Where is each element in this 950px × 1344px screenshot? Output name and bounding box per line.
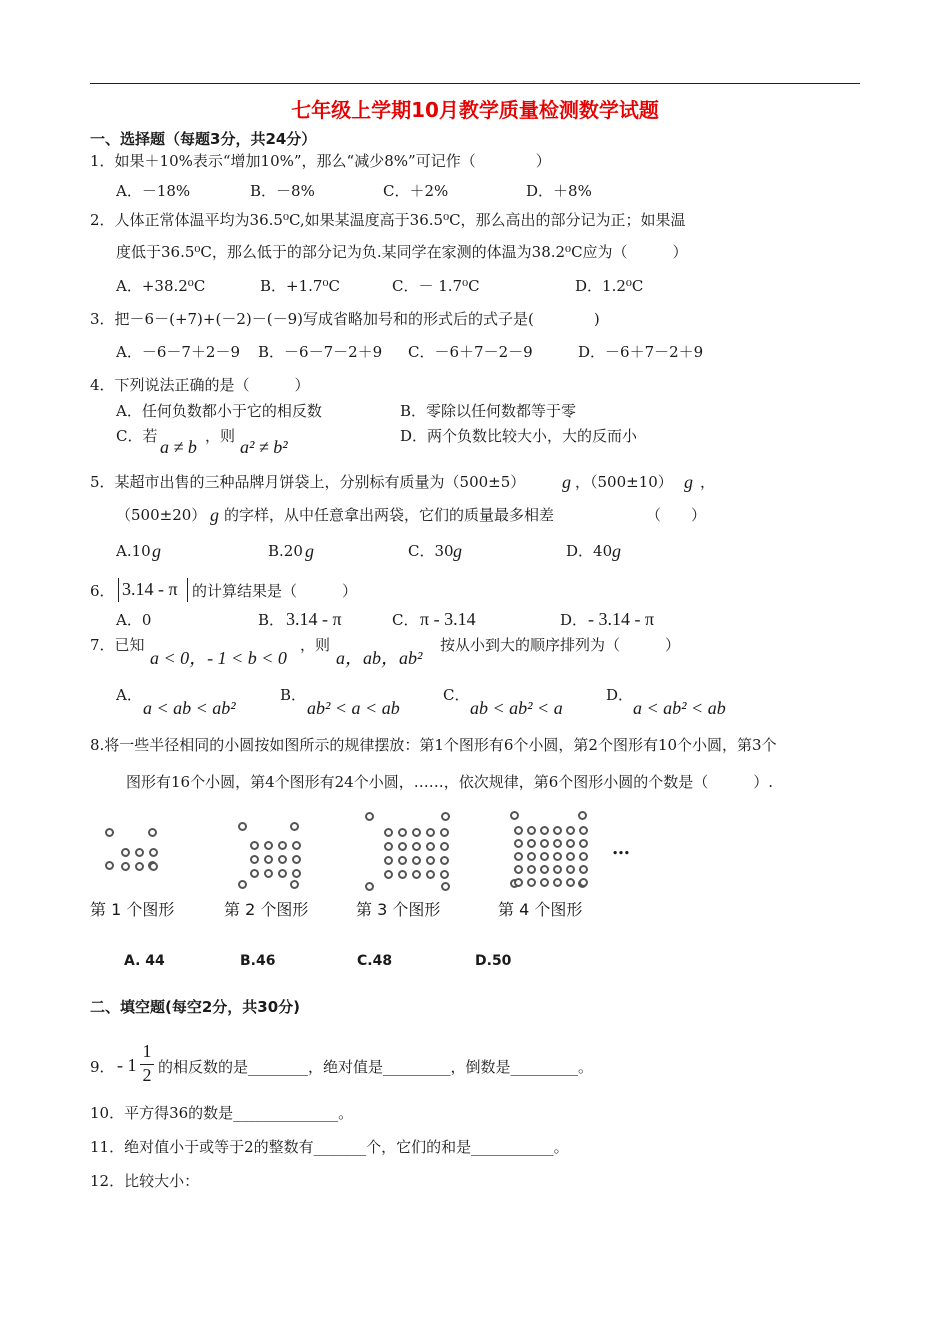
q2-line-1: 2．人体正常体温平均为36.5⁰C,如果某温度高于36.5⁰C，那么高出的部分记为正；如果温 <box>90 211 686 229</box>
q8-figure-1-corner-circle <box>148 828 157 837</box>
q8-figure-3-inner-circle <box>426 828 435 837</box>
q2-option-a: A．+38.2⁰C <box>116 277 206 295</box>
q8-figure-3-inner-circle <box>398 856 407 865</box>
q6-abs-expr: 3.14 - π <box>122 579 178 599</box>
q5-option-b-unit: g <box>305 541 314 561</box>
q8-figure-4-inner-circle <box>514 826 523 835</box>
q8-figure-4-inner-circle <box>514 878 523 887</box>
q8-figure-3-inner-circle <box>384 870 393 879</box>
q5-option-a: A.10 <box>116 542 151 560</box>
q8-figure-2-inner-circle <box>278 841 287 850</box>
q8-figure-3-inner-circle <box>412 856 421 865</box>
q12-text: 12．比较大小： <box>90 1172 200 1190</box>
q6-option-d-label: D． <box>560 611 588 629</box>
q8-figure-3-caption: 第 3 个图形 <box>356 900 441 919</box>
q8-line-2: 图形有16个小圆，第4个图形有24个小圆，……，依次规律，第6个图形小圆的个数是（ ）. <box>126 773 774 791</box>
q7-stem-end: 按从小到大的顺序排列为（ ） <box>440 636 681 654</box>
q8-figure-4-inner-circle <box>514 865 523 874</box>
q8-figure-3-corner-circle <box>441 882 450 891</box>
q8-figure-1-inner-circle <box>121 848 130 857</box>
q8-figure-4-inner-circle <box>579 865 588 874</box>
q8-figure-2-inner-circle <box>264 841 273 850</box>
q8-figure-4-inner-circle <box>527 878 536 887</box>
q5-line-1-prefix: 5．某超市出售的三种品牌月饼袋上，分别标有质量为（500±5） <box>90 473 526 491</box>
q1-option-b: B．－8% <box>250 182 315 200</box>
q8-figure-1-inner-circle <box>121 862 130 871</box>
q9-text: 的相反数的是________，绝对值是_________，倒数是_________。 <box>158 1058 594 1076</box>
q8-figure-3-inner-circle <box>412 828 421 837</box>
q7-variables: a，ab，ab² <box>336 648 423 668</box>
q1-option-a: A．－18% <box>116 182 191 200</box>
q8-figure-2-inner-circle <box>292 869 301 878</box>
q11-text: 11．绝对值小于或等于2的整数有_______个，它们的和是___________。 <box>90 1138 569 1156</box>
q8-figure-2-inner-circle <box>292 841 301 850</box>
q3-option-c: C．－6＋7－2－9 <box>408 343 533 361</box>
q10-text: 10．平方得36的数是______________。 <box>90 1104 354 1122</box>
q8-figure-3-inner-circle <box>440 870 449 879</box>
q8-figure-3-inner-circle <box>426 856 435 865</box>
q7-option-d-label: D． <box>606 686 634 704</box>
q1-option-d: D．＋8% <box>526 182 592 200</box>
q8-figure-3-inner-circle <box>440 856 449 865</box>
q4-option-a: A．任何负数都小于它的相反数 <box>116 402 322 420</box>
q8-figure-4-inner-circle <box>566 826 575 835</box>
q8-figure-4-inner-circle <box>579 878 588 887</box>
q4-option-c-mid: ，则 <box>205 427 236 445</box>
q8-figure-4-inner-circle <box>540 878 549 887</box>
q8-figure-4-inner-circle <box>527 826 536 835</box>
q8-figure-4-inner-circle <box>579 839 588 848</box>
q6-number: 6． <box>90 582 115 600</box>
section-2-heading: 二、填空题(每空2分，共30分) <box>90 998 301 1016</box>
q8-figure-4-inner-circle <box>527 839 536 848</box>
q8-figure-3-inner-circle <box>398 828 407 837</box>
q8-option-a: A. 44 <box>124 953 165 969</box>
q6-option-a: A．0 <box>116 611 152 629</box>
q8-figure-4-corner-circle <box>510 811 519 820</box>
q8-figure-4-caption: 第 4 个图形 <box>498 900 583 919</box>
q7-option-a-expr: a < ab < ab² <box>143 698 236 718</box>
q5-unit-g-3: g <box>210 505 219 525</box>
q5-option-d: D．40 <box>566 542 613 560</box>
q8-figure-3-corner-circle <box>365 812 374 821</box>
q8-figure-3-inner-circle <box>440 842 449 851</box>
q5-line-2-text: 的字样，从中任意拿出两袋，它们的质量最多相差 <box>224 506 555 524</box>
q6-option-c-label: C． <box>392 611 419 629</box>
q1-option-c: C．＋2% <box>383 182 449 200</box>
q2-option-b: B．+1.7⁰C <box>260 277 340 295</box>
q8-figure-4-inner-circle <box>514 852 523 861</box>
q8-figure-4-inner-circle <box>566 852 575 861</box>
q8-figure-1-caption: 第 1 个图形 <box>90 900 175 919</box>
q8-figure-3-inner-circle <box>384 842 393 851</box>
q8-figure-1-inner-circle <box>135 848 144 857</box>
q5-unit-g-2: g <box>684 472 693 492</box>
q8-figure-3-inner-circle <box>384 828 393 837</box>
q3-option-a: A．－6－7＋2－9 <box>116 343 241 361</box>
q8-figure-4-inner-circle <box>553 826 562 835</box>
q8-figure-2-corner-circle <box>290 880 299 889</box>
q8-figure-2-corner-circle <box>290 822 299 831</box>
q9-number: 9． <box>90 1058 115 1076</box>
q4-option-c-expr1: a ≠ b <box>160 437 197 457</box>
q8-figure-4-inner-circle <box>553 839 562 848</box>
q6-option-b-expr: 3.14 - π <box>286 609 342 629</box>
page-title: 七年级上学期10月教学质量检测数学试题 <box>291 98 659 122</box>
q8-figure-2-inner-circle <box>250 855 259 864</box>
q9-fraction-denominator: 2 <box>142 1065 152 1085</box>
q8-figure-4-inner-circle <box>566 839 575 848</box>
q8-figure-3-inner-circle <box>426 870 435 879</box>
q7-option-d-expr: a < ab² < ab <box>633 698 726 718</box>
q8-figure-3-inner-circle <box>398 842 407 851</box>
q8-figure-2-caption: 第 2 个图形 <box>224 900 309 919</box>
q8-figure-3-inner-circle <box>412 842 421 851</box>
q5-answer-paren: （ ） <box>646 506 707 524</box>
q6-option-c-expr: π - 3.14 <box>420 609 476 629</box>
q4-option-c-prefix: C．若 <box>116 427 158 445</box>
q8-figure-3-inner-circle <box>440 828 449 837</box>
q8-option-d: D.50 <box>475 953 512 969</box>
q5-line-2-prefix: （500±20） <box>116 506 207 524</box>
q8-line-1: 8.将一些半径相同的小圆按如图所示的规律摆放：第1个图形有6个小圆，第2个图形有10个小圆，第3个 <box>90 736 777 754</box>
q9-mixed-whole: - 1 <box>117 1055 137 1075</box>
section-1-heading: 一、选择题（每题3分，共24分） <box>90 130 317 148</box>
q6-abs-bar-right <box>187 578 188 602</box>
q6-option-b-label: B． <box>258 611 285 629</box>
q8-figure-4-inner-circle <box>566 865 575 874</box>
q8-figure-4-inner-circle <box>553 878 562 887</box>
q8-figure-2-inner-circle <box>278 869 287 878</box>
q8-figure-4-inner-circle <box>579 852 588 861</box>
q8-figure-3-inner-circle <box>412 870 421 879</box>
q8-figure-4-inner-circle <box>540 852 549 861</box>
q8-figure-1-corner-circle <box>105 861 114 870</box>
q8-figure-1-corner-circle <box>105 828 114 837</box>
q8-figure-3-inner-circle <box>398 870 407 879</box>
q8-figure-4-inner-circle <box>553 865 562 874</box>
q8-figure-2-corner-circle <box>238 822 247 831</box>
q7-option-b-expr: ab² < a < ab <box>307 698 400 718</box>
q3-option-b: B．－6－7－2＋9 <box>258 343 383 361</box>
q2-option-c: C．－ 1.7⁰C <box>392 277 480 295</box>
q6-stem: 的计算结果是（ ） <box>192 582 358 600</box>
q8-figure-3-inner-circle <box>384 856 393 865</box>
q9-fraction-numerator: 1 <box>142 1041 152 1061</box>
q8-option-b: B.46 <box>240 953 276 969</box>
q5-option-c-unit: g <box>453 541 462 561</box>
q7-option-a-label: A． <box>116 686 142 704</box>
q8-figure-1-inner-circle <box>149 848 158 857</box>
q5-option-b: B.20 <box>268 542 303 560</box>
q8-figure-4-inner-circle <box>527 852 536 861</box>
q8-figure-2-inner-circle <box>250 841 259 850</box>
q5-unit-g-1: g <box>562 472 571 492</box>
q8-figure-2-inner-circle <box>278 855 287 864</box>
q2-option-d: D．1.2⁰C <box>575 277 644 295</box>
q7-option-c-expr: ab < ab² < a <box>470 698 563 718</box>
q8-figure-2-corner-circle <box>238 880 247 889</box>
q8-figure-3-inner-circle <box>426 842 435 851</box>
q8-figure-4-inner-circle <box>514 839 523 848</box>
q8-figure-2-inner-circle <box>292 855 301 864</box>
q7-option-c-label: C． <box>443 686 470 704</box>
q7-then: ，则 <box>300 636 331 654</box>
q3-stem: 3．把－6－(+7)+(－2)－(－9)写成省略加号和的形式后的式子是( ) <box>90 310 600 328</box>
q3-option-d: D．－6＋7－2＋9 <box>578 343 704 361</box>
q2-line-2: 度低于36.5⁰C，那么低于的部分记为负.某同学在家测的体温为38.2⁰C应为（ ） <box>116 243 688 261</box>
q8-figure-1-inner-circle <box>135 862 144 871</box>
q1-stem: 1．如果＋10%表示“增加10%”，那么“减少8%”可记作（ ） <box>90 152 551 170</box>
q8-figure-4-corner-circle <box>578 811 587 820</box>
q5-line-1-end: ， <box>700 473 716 491</box>
q8-figure-4-inner-circle <box>553 852 562 861</box>
q8-figure-4-inner-circle <box>540 865 549 874</box>
q6-option-d-expr: - 3.14 - π <box>588 609 655 629</box>
q8-figure-2-inner-circle <box>264 855 273 864</box>
header-rule <box>90 83 860 84</box>
q8-figure-2-inner-circle <box>250 869 259 878</box>
q8-figure-ellipsis: … <box>612 838 630 859</box>
q7-option-b-label: B． <box>280 686 307 704</box>
q5-line-1-mid: ，（500±10） <box>575 473 673 491</box>
q8-figure-4-inner-circle <box>579 826 588 835</box>
q8-figure-1-inner-circle <box>149 862 158 871</box>
q8-figure-4-inner-circle <box>540 839 549 848</box>
q4-option-b: B．零除以任何数都等于零 <box>400 402 577 420</box>
q8-figure-4-inner-circle <box>527 865 536 874</box>
q4-stem: 4．下列说法正确的是（ ） <box>90 376 310 394</box>
q8-figure-3-corner-circle <box>441 812 450 821</box>
q7-condition: a < 0，- 1 < b < 0 <box>150 648 287 668</box>
q4-option-d: D．两个负数比较大小，大的反而小 <box>400 427 638 445</box>
q4-option-c-expr2: a² ≠ b² <box>240 437 288 457</box>
q8-figure-2-inner-circle <box>264 869 273 878</box>
q8-figure-3-corner-circle <box>365 882 374 891</box>
q8-figure-4-inner-circle <box>540 826 549 835</box>
q8-option-c: C.48 <box>357 953 393 969</box>
q5-option-a-unit: g <box>152 541 161 561</box>
q6-abs-bar-left <box>118 578 119 602</box>
q5-option-c: C．30 <box>408 542 454 560</box>
q8-figure-4-inner-circle <box>566 878 575 887</box>
q5-option-d-unit: g <box>612 541 621 561</box>
q7-prefix: 7．已知 <box>90 636 145 654</box>
